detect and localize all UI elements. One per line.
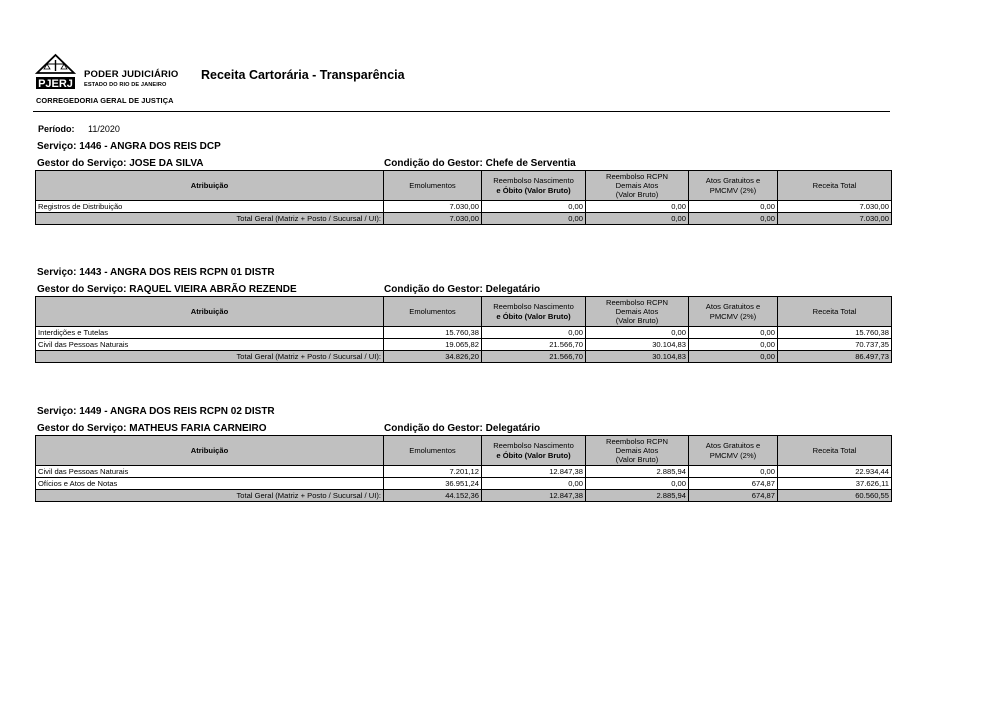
- servico-title: Serviço: 1449 - ANGRA DOS REIS RCPN 02 DISTR: [37, 406, 275, 417]
- col-atos-gratuitos: Atos Gratuitos e PMCMV (2%): [689, 436, 778, 466]
- total-reembolso-rcpn: 2.885,94: [586, 490, 689, 502]
- total-atos-gratuitos: 0,00: [689, 213, 778, 225]
- cell-emolumentos: 36.951,24: [384, 478, 482, 490]
- total-reembolso-nascimento: 21.566,70: [482, 351, 586, 363]
- logo-text: PJERJ: [38, 78, 73, 90]
- total-emolumentos: 44.152,36: [384, 490, 482, 502]
- cell-atribuicao: Interdições e Tutelas: [36, 327, 384, 339]
- col-reembolso-nascimento: Reembolso Nascimento e Óbito (Valor Bruto): [482, 436, 586, 466]
- cell-reembolso-rcpn: 2.885,94: [586, 466, 689, 478]
- cell-reembolso-rcpn: 0,00: [586, 327, 689, 339]
- total-row: [36, 213, 892, 225]
- cell-atribuicao: Ofícios e Atos de Notas: [36, 478, 384, 490]
- col-receita-total: Receita Total: [778, 436, 892, 466]
- org-line1: PODER JUDICIÁRIO: [84, 69, 179, 80]
- col-reembolso-rcpn: Reembolso RCPN Demais Atos (Valor Bruto): [586, 436, 689, 466]
- corregedoria-label: CORREGEDORIA GERAL DE JUSTIÇA: [36, 96, 174, 105]
- col-emolumentos: Emolumentos: [384, 436, 482, 466]
- total-receita-total: 86.497,73: [778, 351, 892, 363]
- total-row: [36, 490, 892, 502]
- total-receita-total: 60.560,55: [778, 490, 892, 502]
- total-receita-total: 7.030,00: [778, 213, 892, 225]
- gestor-name: Gestor do Serviço: JOSE DA SILVA: [37, 158, 204, 169]
- servico-title: Serviço: 1443 - ANGRA DOS REIS RCPN 01 DISTR: [37, 267, 275, 278]
- gestor-name: Gestor do Serviço: RAQUEL VIEIRA ABRÃO REZENDE: [37, 284, 297, 295]
- cell-atribuicao: Registros de Distribuição: [36, 201, 384, 213]
- total-emolumentos: 7.030,00: [384, 213, 482, 225]
- col-reembolso-nascimento: Reembolso Nascimento e Óbito (Valor Bruto): [482, 171, 586, 201]
- receita-table: [35, 435, 892, 502]
- cell-atos-gratuitos: 674,87: [689, 478, 778, 490]
- total-row: [36, 351, 892, 363]
- col-reembolso-rcpn: Reembolso RCPN Demais Atos (Valor Bruto): [586, 171, 689, 201]
- periodo-value: 11/2020: [88, 124, 120, 134]
- cell-emolumentos: 19.065,82: [384, 339, 482, 351]
- cell-reembolso-rcpn: 0,00: [586, 478, 689, 490]
- total-atos-gratuitos: 0,00: [689, 351, 778, 363]
- cell-atos-gratuitos: 0,00: [689, 466, 778, 478]
- pjerj-logo-icon: [35, 53, 76, 91]
- cell-receita-total: 70.737,35: [778, 339, 892, 351]
- col-atribuicao: Atribuição: [36, 171, 384, 201]
- cell-receita-total: 7.030,00: [778, 201, 892, 213]
- col-atribuicao: Atribuição: [36, 297, 384, 327]
- header-divider: [33, 111, 890, 112]
- total-atos-gratuitos: 674,87: [689, 490, 778, 502]
- table-header-row: [36, 297, 892, 327]
- cell-receita-total: 37.626,11: [778, 478, 892, 490]
- cell-reembolso-nascimento: 21.566,70: [482, 339, 586, 351]
- cell-reembolso-nascimento: 0,00: [482, 478, 586, 490]
- cell-reembolso-rcpn: 0,00: [586, 201, 689, 213]
- cell-reembolso-nascimento: 0,00: [482, 327, 586, 339]
- cell-emolumentos: 15.760,38: [384, 327, 482, 339]
- org-line2: ESTADO DO RIO DE JANEIRO: [84, 81, 167, 88]
- gestor-condicao: Condição do Gestor: Delegatário: [384, 423, 541, 434]
- col-emolumentos: Emolumentos: [384, 297, 482, 327]
- table-header-row: [36, 436, 892, 466]
- col-atribuicao: Atribuição: [36, 436, 384, 466]
- col-receita-total: Receita Total: [778, 297, 892, 327]
- cell-atos-gratuitos: 0,00: [689, 339, 778, 351]
- gestor-condicao: Condição do Gestor: Chefe de Serventia: [384, 158, 576, 169]
- col-receita-total: Receita Total: [778, 171, 892, 201]
- cell-emolumentos: 7.201,12: [384, 466, 482, 478]
- cell-emolumentos: 7.030,00: [384, 201, 482, 213]
- periodo-label: Período:: [38, 124, 75, 134]
- cell-atribuicao: Civil das Pessoas Naturais: [36, 339, 384, 351]
- col-emolumentos: Emolumentos: [384, 171, 482, 201]
- gestor-name: Gestor do Serviço: MATHEUS FARIA CARNEIRO: [37, 423, 267, 434]
- table-row: [36, 478, 892, 490]
- table-row: [36, 327, 892, 339]
- cell-atos-gratuitos: 0,00: [689, 327, 778, 339]
- cell-atribuicao: Civil das Pessoas Naturais: [36, 466, 384, 478]
- total-emolumentos: 34.826,20: [384, 351, 482, 363]
- table-row: [36, 339, 892, 351]
- total-reembolso-rcpn: 0,00: [586, 213, 689, 225]
- page-title: Receita Cartorária - Transparência: [201, 68, 405, 82]
- cell-receita-total: 15.760,38: [778, 327, 892, 339]
- total-reembolso-nascimento: 0,00: [482, 213, 586, 225]
- total-label: Total Geral (Matriz + Posto / Sucursal / UI):: [36, 490, 384, 502]
- cell-reembolso-nascimento: 12.847,38: [482, 466, 586, 478]
- gestor-condicao: Condição do Gestor: Delegatário: [384, 284, 541, 295]
- cell-atos-gratuitos: 0,00: [689, 201, 778, 213]
- receita-table: [35, 296, 892, 363]
- col-atos-gratuitos: Atos Gratuitos e PMCMV (2%): [689, 297, 778, 327]
- total-label: Total Geral (Matriz + Posto / Sucursal / UI):: [36, 351, 384, 363]
- cell-receita-total: 22.934,44: [778, 466, 892, 478]
- org-name: [84, 70, 179, 88]
- col-reembolso-rcpn: Reembolso RCPN Demais Atos (Valor Bruto): [586, 297, 689, 327]
- receita-table: [35, 170, 892, 225]
- total-reembolso-rcpn: 30.104,83: [586, 351, 689, 363]
- total-reembolso-nascimento: 12.847,38: [482, 490, 586, 502]
- servico-title: Serviço: 1446 - ANGRA DOS REIS DCP: [37, 141, 221, 152]
- periodo: [38, 124, 120, 134]
- table-row: [36, 201, 892, 213]
- total-label: Total Geral (Matriz + Posto / Sucursal / UI):: [36, 213, 384, 225]
- col-atos-gratuitos: Atos Gratuitos e PMCMV (2%): [689, 171, 778, 201]
- cell-reembolso-nascimento: 0,00: [482, 201, 586, 213]
- cell-reembolso-rcpn: 30.104,83: [586, 339, 689, 351]
- table-row: [36, 466, 892, 478]
- col-reembolso-nascimento: Reembolso Nascimento e Óbito (Valor Bruto): [482, 297, 586, 327]
- table-header-row: [36, 171, 892, 201]
